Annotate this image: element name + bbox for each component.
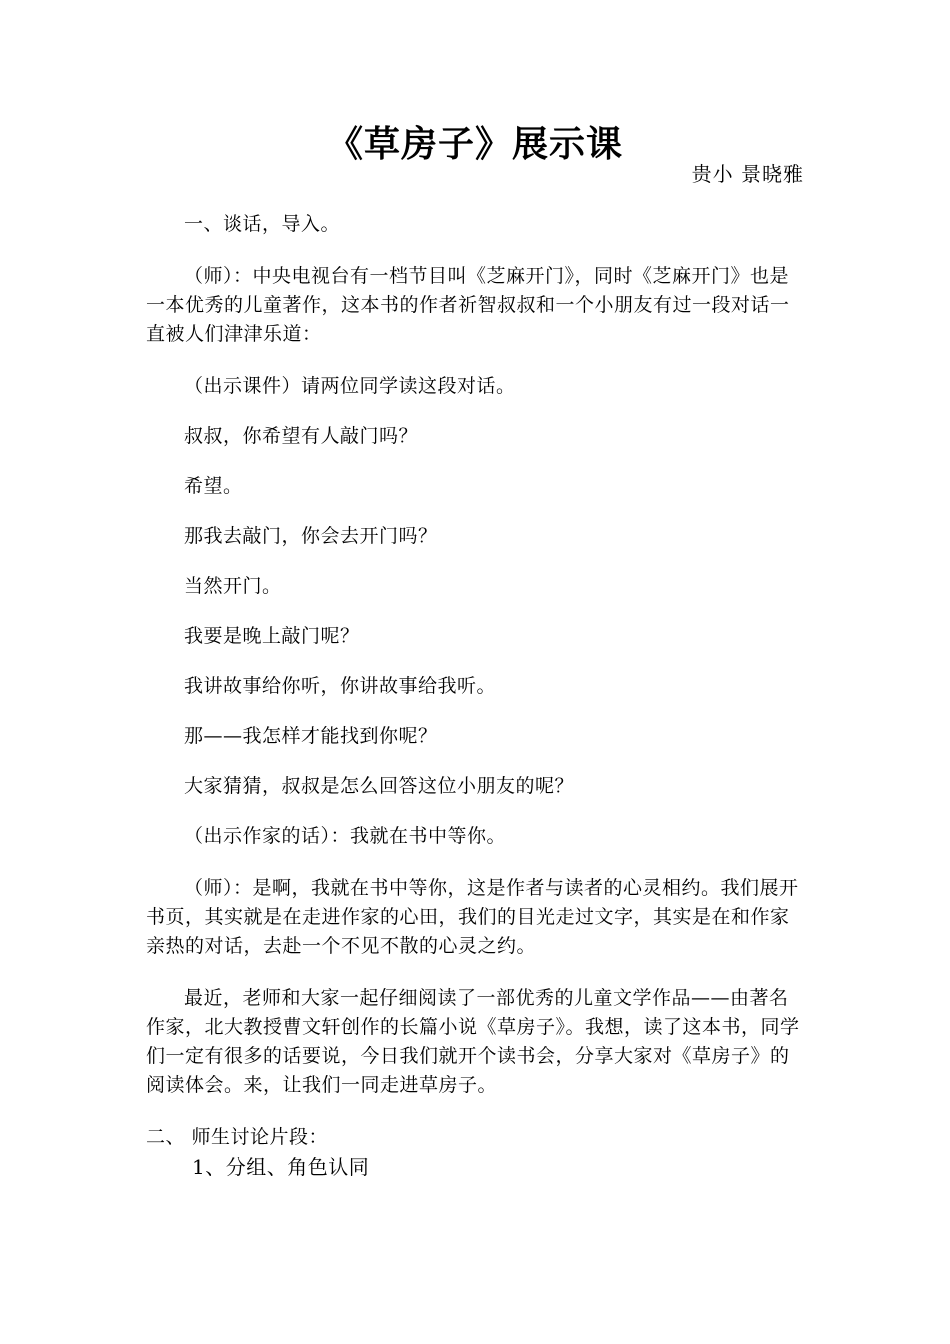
author-line: 贵小 景晓雅 xyxy=(691,162,804,186)
dialogue-line: 叔叔，你希望有人敲门吗？ xyxy=(184,425,419,447)
dialogue-line: 当然开门。 xyxy=(184,575,282,597)
document-body xyxy=(146,210,806,1182)
paragraph-courseware: （出示课件）请两位同学读这段对话。 xyxy=(184,375,516,397)
document-title: 《草房子》展示课 xyxy=(326,123,623,165)
paragraph-teacher-reply: （师）：是啊，我就在书中等你，这是作者与读者的心灵相约。我们展开书页，其实就是在走进作家的心田，我们的目光走过文字，其实是在和作家亲热的对话，去赴一个不见不散的心灵之约。 xyxy=(146,877,799,957)
author-quote-line: （出示作家的话）：我就在书中等你。 xyxy=(184,825,507,847)
dialogue-line: 我要是晚上敲门呢？ xyxy=(184,625,360,647)
dialogue-line: 那我去敲门，你会去开门吗？ xyxy=(184,525,438,547)
question-line: 大家猜猜，叔叔是怎么回答这位小朋友的呢？ xyxy=(184,775,575,797)
paragraph-intro: （师）：中央电视台有一档节目叫《芝麻开门》，同时《芝麻开门》也是一本优秀的儿童著作，这本书的作者祈智叔叔和一个小朋友有过一段对话一直被人们津津乐道： xyxy=(146,265,790,345)
section-2-heading: 二、 师生讨论片段： xyxy=(146,1126,329,1148)
section-1-heading: 一、谈话，导入。 xyxy=(184,213,341,235)
dialogue-line: 我讲故事给你听，你讲故事给我听。 xyxy=(184,675,497,697)
dialogue-line: 那——我怎样才能找到你呢？ xyxy=(184,725,438,747)
paragraph-recent-reading: 最近，老师和大家一起仔细阅读了一部优秀的儿童文学作品——由著名作家，北大教授曹文轩创作的长篇小说《草房子》。我想，读了这本书，同学们一定有很多的话要说，今日我们就开个读书会，分享大家对《草房子》的阅读体会。来，让我们一同走进草房子。 xyxy=(146,987,800,1096)
section-2-item-1: 1、分组、角色认同 xyxy=(192,1155,370,1179)
dialogue-line: 希望。 xyxy=(184,475,243,497)
